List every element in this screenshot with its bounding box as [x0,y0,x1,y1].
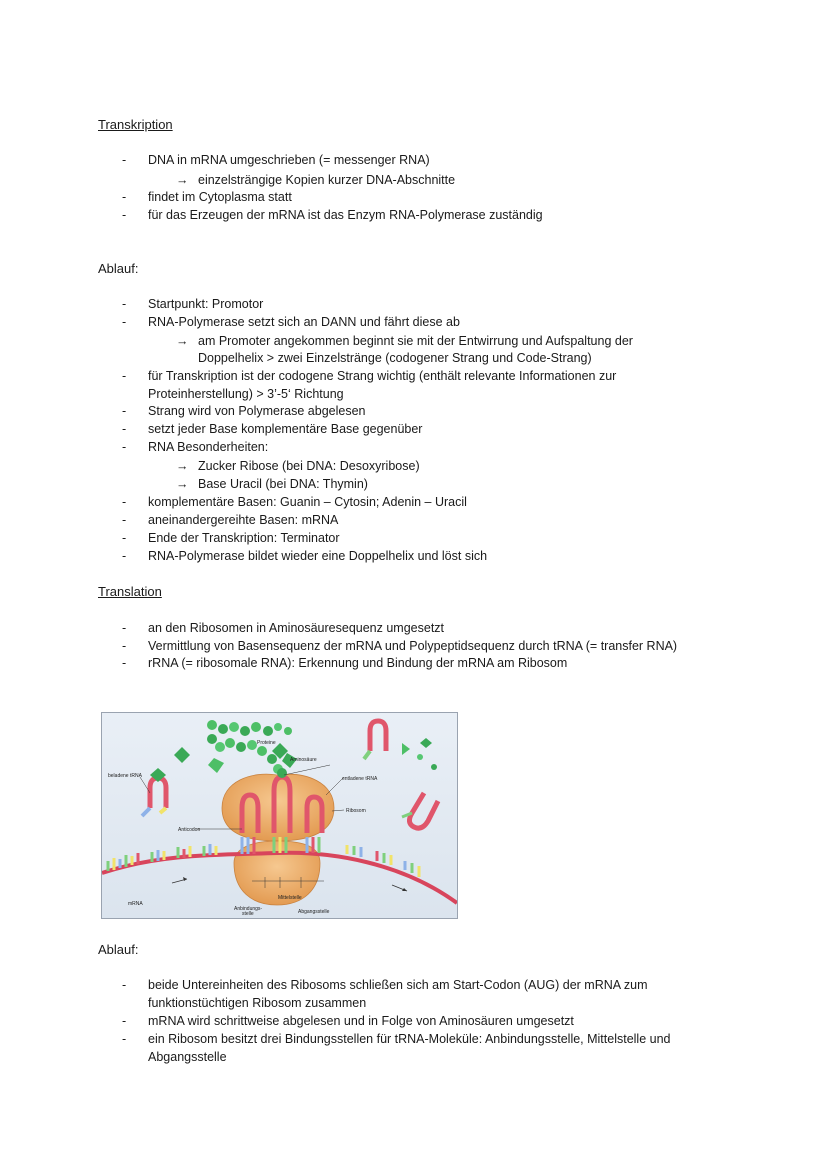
list-item: aneinandergereihte Basen: mRNA [148,513,339,527]
list-item: Base Uracil (bei DNA: Thymin) [198,477,368,491]
list-item: am Promoter angekommen beginnt sie mit der Entwirrung und Aufspaltung der [198,334,633,348]
list-item: einzelsträngige Kopien kurzer DNA-Abschnitte [198,173,456,187]
bullet-dash: - [122,639,127,653]
list-item: ein Ribosom besitzt drei Bindungsstellen für tRNA-Moleküle: Anbindungsstelle, Mittelstelle und [148,1032,671,1046]
list-item-continuation: Doppelhelix > zwei Einzelstränge (codogener Strang und Code-Strang) [198,351,592,365]
arrow-icon: → [176,477,189,491]
bullet-dash: - [122,369,127,383]
bullet-dash: - [122,656,127,670]
list-item: setzt jeder Base komplementäre Base gegenüber [148,422,423,436]
label-anbindungsstelle: Anbindungs- [234,906,263,912]
list-item: rRNA (= ribosomale RNA): Erkennung und Bindung der mRNA am Ribosom [148,656,568,670]
list-item: findet im Cytoplasma statt [148,190,292,204]
label-mittelstelle: Mittelstelle [278,895,302,901]
list-item: RNA-Polymerase setzt sich an DANN und fährt diese ab [148,315,460,329]
list-item: RNA-Polymerase bildet wieder eine Doppelhelix und löst sich [148,549,488,563]
list-item: Zucker Ribose (bei DNA: Desoxyribose) [198,459,420,473]
amino-acid-shape [417,754,423,760]
list-item-continuation: funktionstüchtigen Ribosom zusammen [148,996,367,1010]
list-item-continuation: Proteinherstellung) > 3’-5‘ Richtung [148,387,344,401]
list-item: Startpunkt: Promotor [148,297,264,311]
bullet-dash: - [122,404,127,418]
label-entladene-trna: entladene tRNA [342,776,378,782]
list-item: an den Ribosomen in Aminosäuresequenz umgesetzt [148,621,445,635]
arrow-icon: → [176,334,189,348]
heading-ablauf-2: Ablauf: [98,942,139,957]
bullet-dash: - [122,549,127,563]
label-anbindungsstelle-2: stelle [242,911,254,917]
heading-ablauf: Ablauf: [98,261,139,276]
label-abgangsstelle: Abgangsstelle [298,909,330,915]
amino-acid-shape [431,764,437,770]
heading-transkription: Transkription [98,117,173,132]
arrow-icon: → [176,459,189,473]
list-item: komplementäre Basen: Guanin – Cytosin; Adenin – Uracil [148,495,467,509]
label-mrna: mRNA [128,901,143,907]
list-item: Vermittlung von Basensequenz der mRNA und Polypeptidsequenz durch tRNA (= transfer RNA) [148,639,678,653]
label-anticodon: Anticodon [178,827,201,833]
list-item: für das Erzeugen der mRNA ist das Enzym RNA-Polymerase zuständig [148,208,543,222]
bullet-dash: - [122,513,127,527]
list-item: mRNA wird schrittweise abgelesen und in Folge von Aminosäuren umgesetzt [148,1014,574,1028]
arrow-icon: → [176,173,189,187]
bullet-dash: - [122,315,127,329]
bullet-dash: - [122,495,127,509]
list-item: Ende der Transkription: Terminator [148,531,340,545]
list-item: Strang wird von Polymerase abgelesen [148,404,366,418]
bullet-dash: - [122,422,127,436]
bullet-dash: - [122,1014,127,1028]
list-item: beide Untereinheiten des Ribosoms schließen sich am Start-Codon (AUG) der mRNA zum [148,978,648,992]
label-protein: Proteine [257,740,276,746]
bullet-dash: - [122,153,127,167]
bullet-dash: - [122,978,127,992]
list-item: DNA in mRNA umgeschrieben (= messenger RNA) [148,153,430,167]
list-item-continuation: Abgangsstelle [148,1050,227,1064]
bullet-dash: - [122,621,127,635]
label-beladene-trna: beladene tRNA [108,773,142,779]
heading-translation: Translation [98,584,162,599]
translation-diagram [101,712,458,919]
bullet-dash: - [122,208,127,222]
bullet-dash: - [122,531,127,545]
label-ribosom: Ribosom [346,808,366,814]
list-item: für Transkription ist der codogene Strang wichtig (enthält relevante Informationen zur [148,369,617,383]
label-aminosaeure: Aminosäure [290,757,317,763]
bullet-dash: - [122,190,127,204]
bullet-dash: - [122,1032,127,1046]
bullet-dash: - [122,297,127,311]
bullet-dash: - [122,440,127,454]
list-item: RNA Besonderheiten: [148,440,269,454]
